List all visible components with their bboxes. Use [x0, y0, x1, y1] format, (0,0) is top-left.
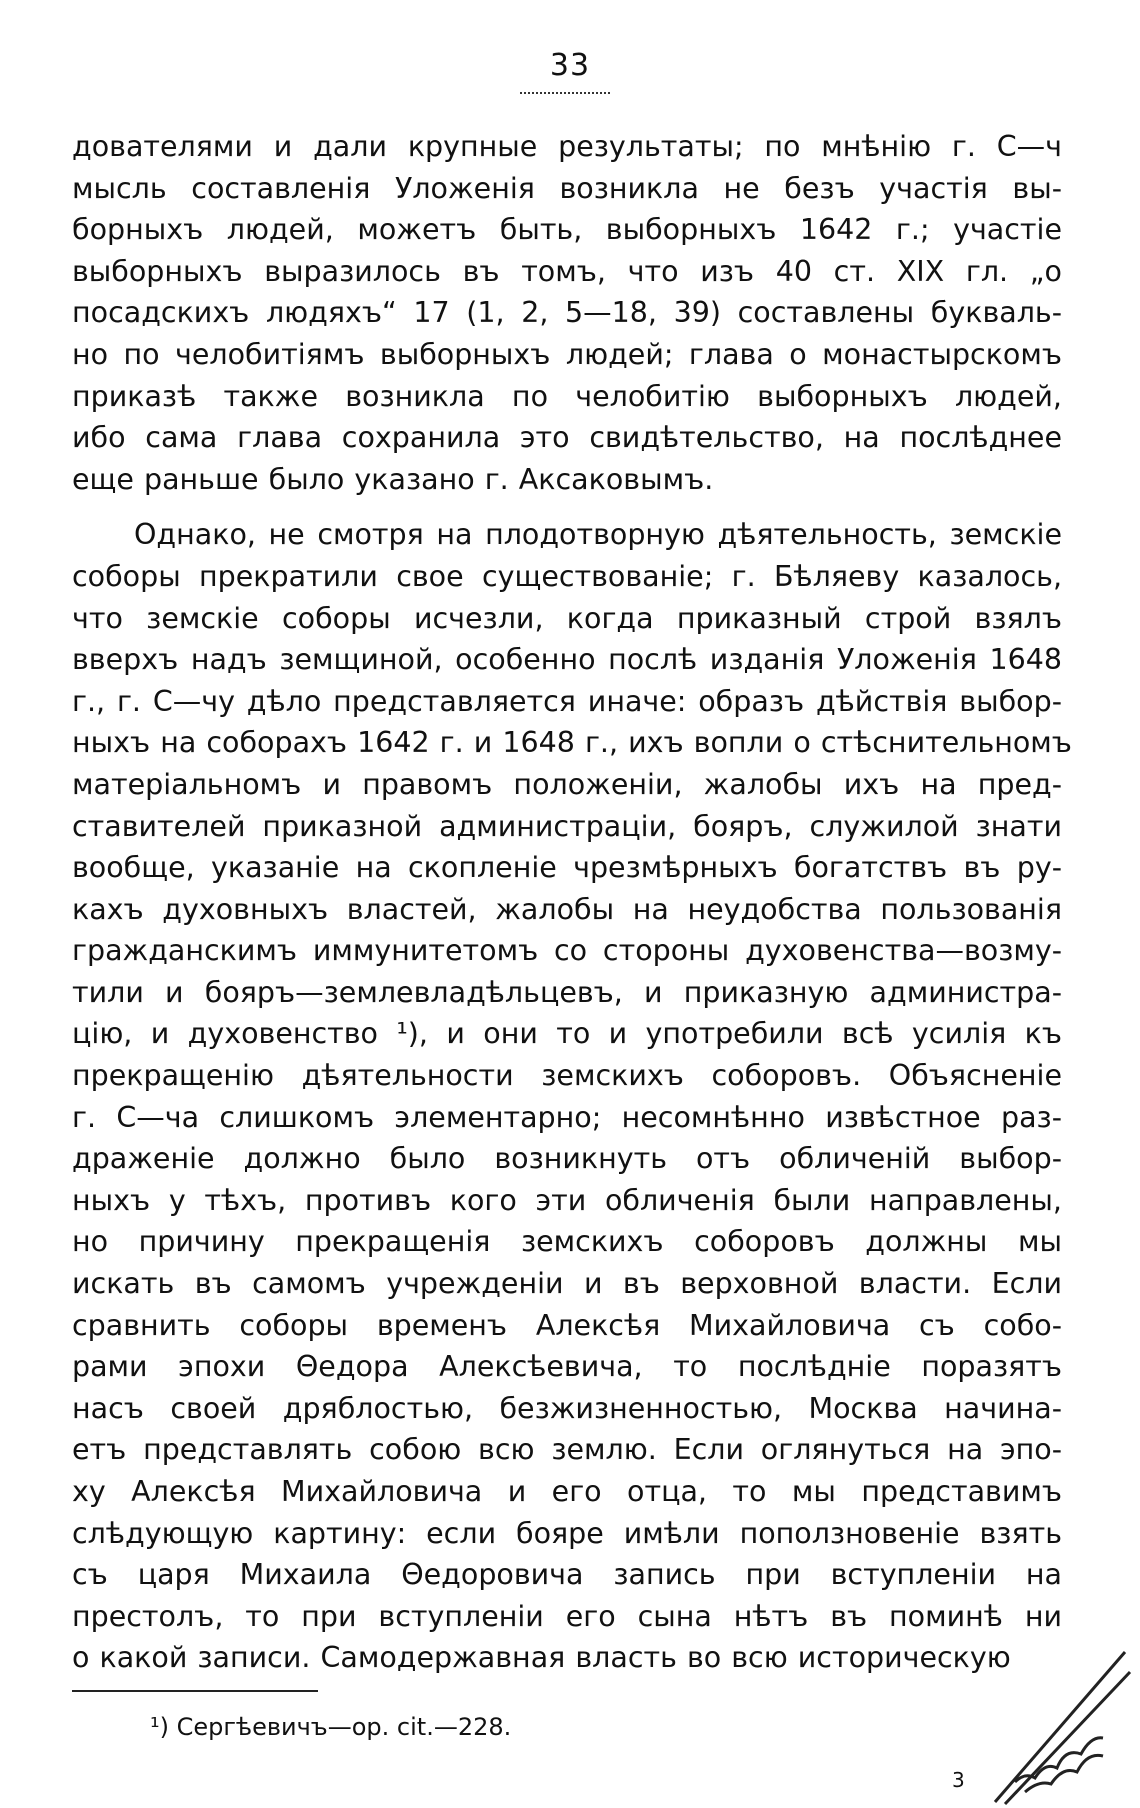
text-line: рами эпохи Θедора Алексѣевича, то послѣдніе поразятъ — [72, 1350, 1062, 1384]
text-line: сравнить соборы временъ Алексѣя Михайловича съ собо- — [72, 1308, 1062, 1342]
text-line: съ царя Михаила Θедоровича запись при вступленіи на — [72, 1558, 1062, 1592]
text-line: но причину прекращенія земскихъ соборовъ должны мы — [72, 1225, 1062, 1259]
body-text — [72, 126, 1072, 1679]
text-line: прекращенію дѣятельности земскихъ соборовъ. Объясненіе — [72, 1059, 1062, 1093]
text-line: Однако, не смотря на плодотворную дѣятельность, земскіе — [134, 518, 1062, 552]
text-line: но по челобитіямъ выборныхъ людей; глава о монастырскомъ — [72, 337, 1062, 371]
footnote: ¹) Сергѣевичъ—ор. cit.—228. — [150, 1713, 512, 1741]
text-line: ставителей приказной администраціи, бояръ, служилой знати — [72, 809, 1062, 843]
text-line: цію, и духовенство ¹), и они то и употребили всѣ усилія къ — [72, 1017, 1062, 1051]
text-line: матеріальномъ и правомъ положеніи, жалобы ихъ на пред- — [72, 767, 1062, 801]
paragraph-gap — [72, 500, 1062, 514]
text-line: престолъ, то при вступленіи его сына нѣтъ въ поминѣ ни — [72, 1599, 1062, 1633]
text-line: посадскихъ людяхъ“ 17 (1, 2, 5—18, 39) составлены букваль- — [72, 296, 1062, 330]
paragraph-2 — [72, 514, 1072, 1679]
text-line: гражданскимъ иммунитетомъ со стороны духовенства—возму- — [72, 934, 1062, 968]
text-line: мысль составленія Уложенія возникла не безъ участія вы- — [72, 171, 1062, 205]
footnote-rule — [72, 1690, 318, 1692]
text-line: искать въ самомъ учрежденіи и въ верховной власти. Если — [72, 1267, 1062, 1301]
corner-mark: 3 — [952, 1768, 965, 1792]
text-line: приказѣ также возникла по челобитію выборныхъ людей, — [72, 379, 1062, 413]
text-line: ныхъ у тѣхъ, противъ кого эти обличенія были направлены, — [72, 1183, 1062, 1217]
text-line: ныхъ на соборахъ 1642 г. и 1648 г., ихъ вопли о стѣснительномъ — [72, 726, 1072, 760]
page-number-rule — [520, 92, 610, 94]
text-line: борныхъ людей, можетъ быть, выборныхъ 1642 г.; участіе — [72, 213, 1062, 247]
text-line: вообще, указаніе на скопленіе чрезмѣрныхъ богатствъ въ ру- — [72, 851, 1062, 885]
text-line: о какой записи. Самодержавная власть во всю историческую — [72, 1641, 1011, 1675]
text-line: еще раньше было указано г. Аксаковымъ. — [72, 462, 714, 496]
text-line: кахъ духовныхъ властей, жалобы на неудобства пользованія — [72, 892, 1062, 926]
text-line: г., г. С—чу дѣло представляется иначе: образъ дѣйствія выбор- — [72, 684, 1062, 718]
text-line: ибо сама глава сохранила это свидѣтельство, на послѣднее — [72, 421, 1062, 455]
text-line: слѣдующую картину: если бояре имѣли поползновеніе взять — [72, 1516, 1062, 1550]
page-number: 33 — [549, 48, 591, 83]
text-line: етъ представлять собою всю землю. Если оглянуться на эпо- — [72, 1433, 1062, 1467]
text-line: ху Алексѣя Михайловича и его отца, то мы представимъ — [72, 1475, 1062, 1508]
text-line: вверхъ надъ земщиной, особенно послѣ изданія Уложенія 1648 — [72, 643, 1062, 677]
text-line: насъ своей дряблостью, безжизненностью, Москва начина- — [72, 1391, 1062, 1425]
text-line: что земскіе соборы исчезли, когда приказный строй взялъ — [72, 601, 1062, 635]
text-line: г. С—ча слишкомъ элементарно; несомнѣнно извѣстное раз- — [72, 1100, 1062, 1134]
text-line: соборы прекратили свое существованіе; г. Бѣляеву казалось, — [72, 559, 1062, 593]
text-line: тили и бояръ—землевладѣльцевъ, и приказную администра- — [72, 975, 1062, 1009]
paragraph-1 — [72, 126, 1062, 500]
text-line: выборныхъ выразилось въ томъ, что изъ 40 ст. XIX гл. „о — [72, 254, 1062, 288]
text-line: драженіе должно было возникнуть отъ обличеній выбор- — [72, 1142, 1062, 1176]
library-stamp-signature — [985, 1632, 1135, 1808]
text-line: дователями и дали крупные результаты; по мнѣнію г. С—ч — [72, 130, 1062, 163]
